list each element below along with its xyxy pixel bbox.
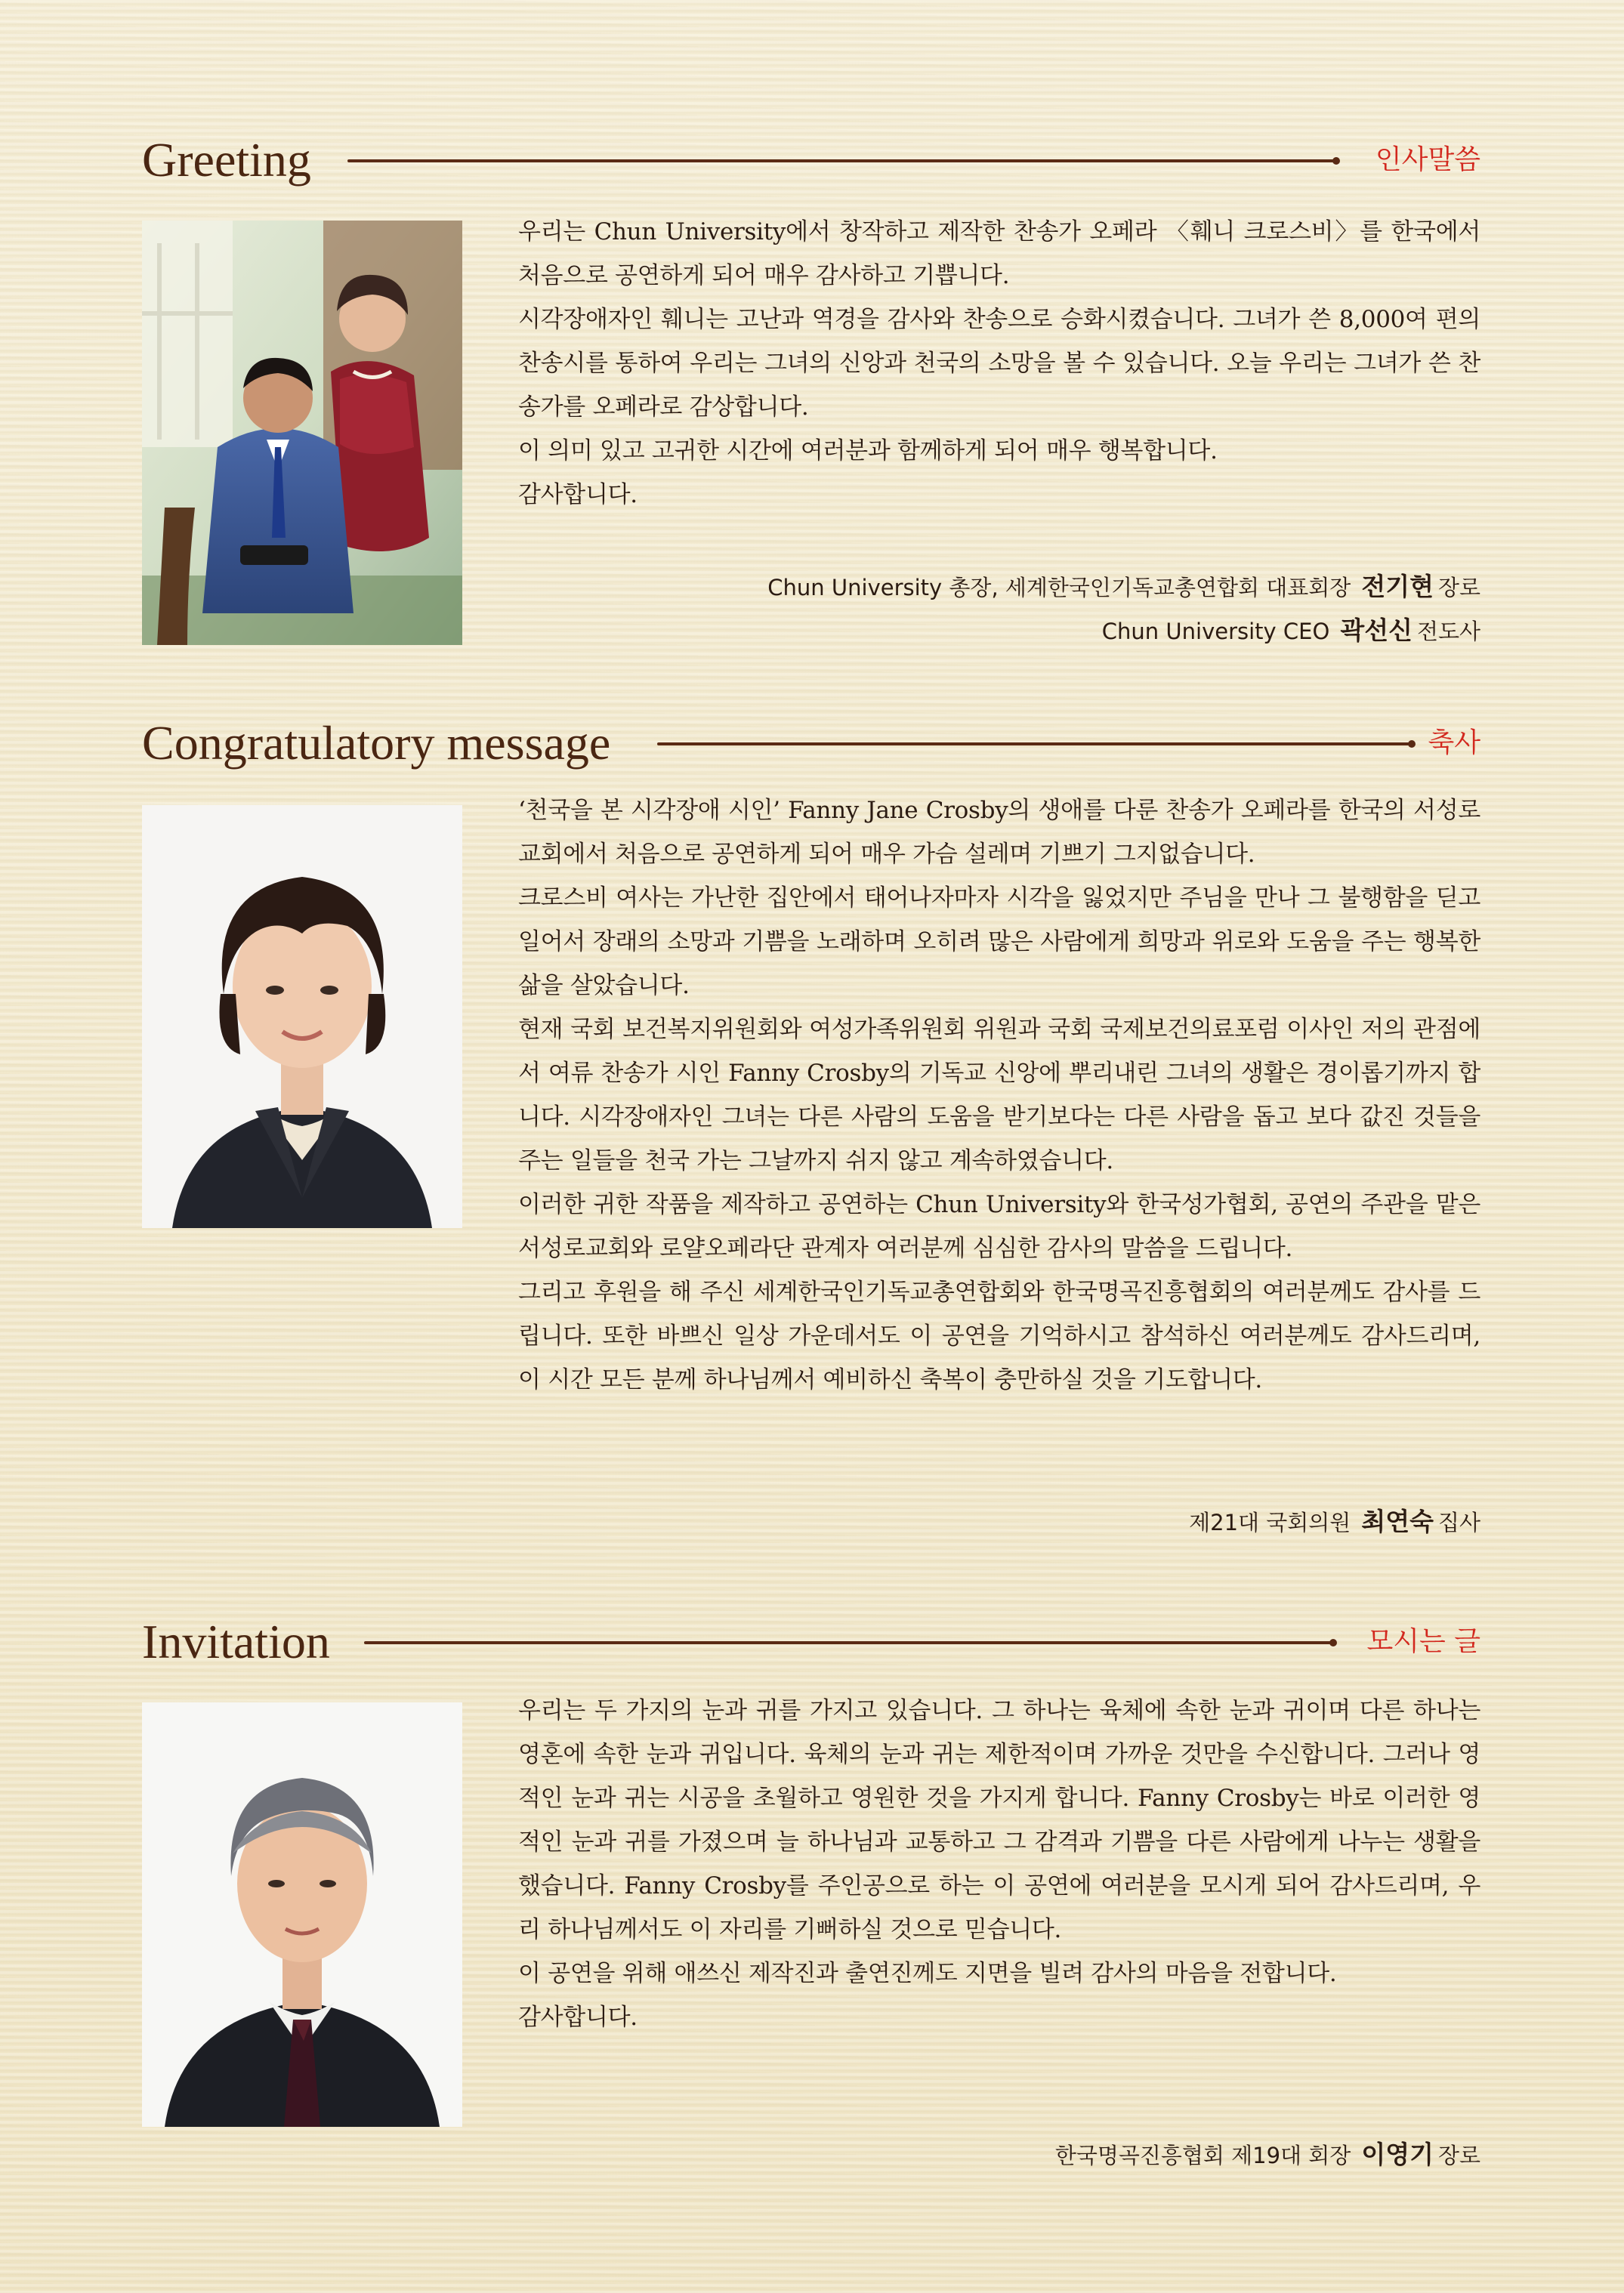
congratulatory-divider: [657, 742, 1413, 745]
signature-affiliation: 제21대 국회의원: [1189, 1510, 1351, 1535]
greeting-body: [518, 210, 1480, 517]
congratulatory-paragraph: 현재 국회 보건복지위원회와 여성가족위원회 위원과 국회 국제보건의료포럼 이사인 저의 관점에서 여류 찬송가 시인 Fanny Crosby의 기독교 신앙에 뿌리내린 그녀의 생활은 경이롭기까지 합니다. 시각장애자인 그녀는 다른 사람의 도움을 받기보다는 다른 사람을 돕고 보다 값진 것들을 주는 일들을 천국 가는 그날까지 쉬지 않고 계속하였습니다.: [518, 1016, 1480, 1174]
invitation-divider: [364, 1641, 1334, 1644]
signature-title: 장로: [1437, 575, 1480, 600]
invitation-signature: [1055, 2133, 1480, 2177]
greeting-portrait: [142, 221, 462, 645]
congratulatory-body: [518, 789, 1480, 1402]
greeting-divider: [347, 159, 1337, 162]
signature-title: 집사: [1437, 1510, 1480, 1535]
man-portrait-image: [142, 1702, 462, 2127]
greeting-header: [142, 130, 1480, 190]
congratulatory-paragraph: ‘천국을 본 시각장애 시인’ Fanny Jane Crosby의 생애를 다룬 찬송가 오페라를 한국의 서성로교회에서 처음으로 공연하게 되어 매우 가슴 설레며 기쁘기 그지없습니다.: [518, 797, 1480, 868]
invitation-portrait: [142, 1702, 462, 2127]
congratulatory-paragraph: 이러한 귀한 작품을 제작하고 공연하는 Chun University와 한국성가협회, 공연의 주관을 맡은 서성로교회와 로얄오페라단 관계자 여러분께 심심한 감사의 말씀을 드립니다.: [518, 1191, 1480, 1262]
congratulatory-title: Congratulatory message: [142, 716, 611, 770]
signature-affiliation: Chun University 총장, 세계한국인기독교총연합회 대표회장: [767, 575, 1351, 600]
invitation-title-korean: 모시는 글: [1366, 1626, 1480, 1657]
invitation-title: Invitation: [142, 1615, 330, 1668]
invitation-paragraph: 감사합니다.: [518, 2004, 638, 2031]
couple-portrait-image: [142, 221, 462, 645]
signature-name: 최연숙: [1361, 1507, 1434, 1536]
greeting-paragraph: 이 의미 있고 고귀한 시간에 여러분과 함께하게 되어 매우 행복합니다.: [518, 437, 1218, 464]
invitation-paragraph: 우리는 두 가지의 눈과 귀를 가지고 있습니다. 그 하나는 육체에 속한 눈과 귀이며 다른 하나는 영혼에 속한 눈과 귀입니다. 육체의 눈과 귀는 제한적이며 가까운 것만을 수신합니다. 그러나 영적인 눈과 귀는 시공을 초월하고 영원한 것을 가지게 합니다. Fanny Crosby는 바로 이러한 영적인 눈과 귀를 가졌으며 늘 하나님과 교통하고 그 감격과 기쁨을 다른 사람에게 나누는 생활을 했습니다. Fanny Crosby를 주인공으로 하는 이 공연에 여러분을 모시게 되어 감사드리며, 우리 하나님께서도 이 자리를 기뻐하실 것으로 믿습니다.: [518, 1697, 1480, 1943]
signature-affiliation: 한국명곡진흥협회 제19대 회장: [1054, 2143, 1351, 2168]
greeting-signature-1: [767, 565, 1480, 610]
congratulatory-title-korean: 축사: [1428, 727, 1480, 758]
congratulatory-signature: [1189, 1500, 1480, 1545]
greeting-paragraph: 우리는 Chun University에서 창작하고 제작한 찬송가 오페라 〈훼니 크로스비〉를 한국에서 처음으로 공연하게 되어 매우 감사하고 기쁩니다.: [518, 218, 1480, 289]
signature-name: 곽선신: [1340, 616, 1413, 645]
greeting-paragraph: 시각장애자인 훼니는 고난과 역경을 감사와 찬송으로 승화시켰습니다. 그녀가 쓴 8,000여 편의 찬송시를 통하여 우리는 그녀의 신앙과 천국의 소망을 볼 수 있습니다. 오늘 우리는 그녀가 쓴 찬송가를 오페라로 감상합니다.: [518, 306, 1480, 421]
signature-name: 전기현: [1361, 572, 1434, 601]
congratulatory-portrait: [142, 805, 462, 1228]
greeting-title-korean: 인사말씀: [1375, 144, 1480, 175]
invitation-body: [518, 1689, 1480, 2039]
greeting-signature-2: [1102, 609, 1480, 653]
signature-affiliation: Chun University CEO: [1101, 619, 1330, 644]
invitation-paragraph: 이 공연을 위해 애쓰신 제작진과 출연진께도 지면을 빌려 감사의 마음을 전합니다.: [518, 1960, 1337, 1987]
signature-name: 이영기: [1361, 2140, 1434, 2169]
congratulatory-header: [142, 713, 1480, 773]
congratulatory-paragraph: 크로스비 여사는 가난한 집안에서 태어나자마자 시각을 잃었지만 주님을 만나 그 불행함을 딛고 일어서 장래의 소망과 기쁨을 노래하며 오히려 많은 사람에게 희망과 위로와 도움을 주는 행복한 삶을 살았습니다.: [518, 884, 1480, 999]
greeting-title: Greeting: [142, 133, 311, 187]
signature-title: 장로: [1437, 2143, 1480, 2168]
signature-title: 전도사: [1416, 619, 1480, 644]
invitation-header: [142, 1612, 1480, 1672]
congratulatory-paragraph: 그리고 후원을 해 주신 세계한국인기독교총연합회와 한국명곡진흥협회의 여러분께도 감사를 드립니다. 또한 바쁘신 일상 가운데서도 이 공연을 기억하시고 참석하신 여러분께도 감사드리며, 이 시간 모든 분께 하나님께서 예비하신 축복이 충만하실 것을 기도합니다.: [518, 1279, 1480, 1393]
greeting-paragraph: 감사합니다.: [518, 481, 638, 508]
woman-portrait-image: [142, 805, 462, 1228]
